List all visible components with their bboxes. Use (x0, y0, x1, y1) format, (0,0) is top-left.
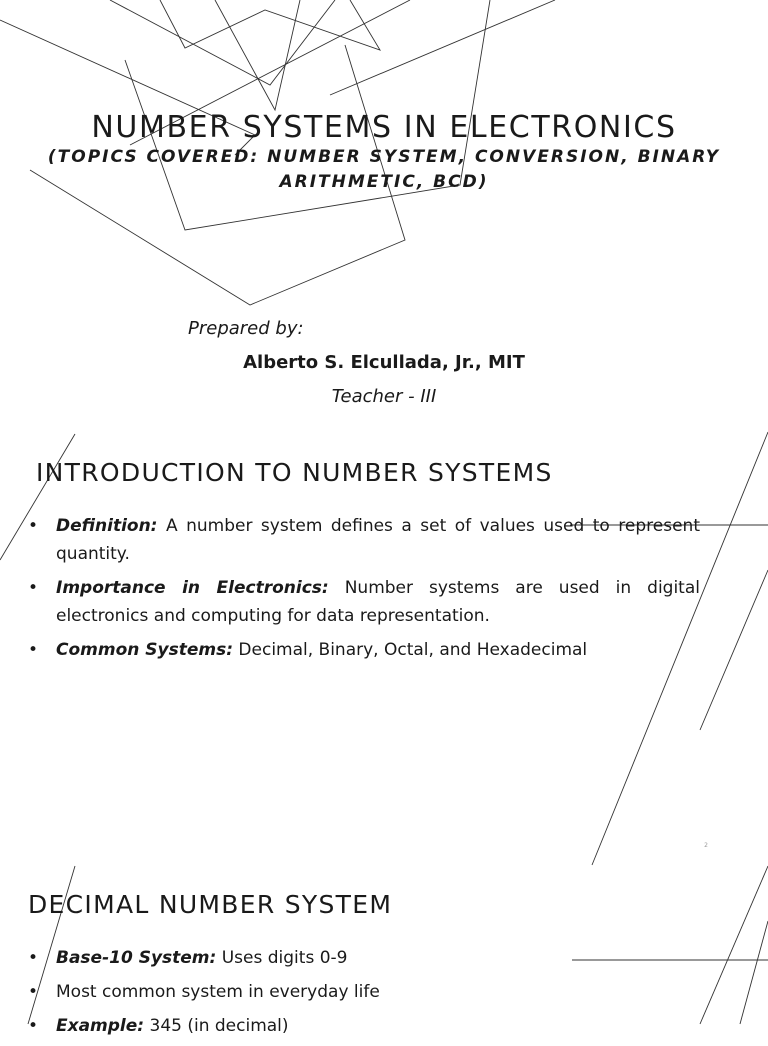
item-term: Example: (56, 1016, 145, 1036)
item-text: Most common system in everyday life (56, 982, 380, 1002)
bullet-list (28, 944, 700, 1046)
bullet-icon: • (28, 1016, 39, 1036)
list-item (28, 512, 700, 568)
section-heading: INTRODUCTION TO NUMBER SYSTEMS (36, 458, 553, 487)
item-term: Importance in Electronics: (56, 578, 329, 598)
item-term: Base-10 System: (56, 948, 217, 968)
section-heading: DECIMAL NUMBER SYSTEM (28, 890, 393, 919)
list-item (28, 574, 700, 630)
list-item (28, 1012, 700, 1040)
item-text: Decimal, Binary, Octal, and Hexadecimal (238, 640, 588, 660)
item-text: 345 (in decimal) (149, 1016, 289, 1036)
item-term: Definition: (56, 516, 158, 536)
list-item (28, 944, 700, 972)
author-name: Alberto S. Elcullada, Jr., MIT (243, 352, 525, 373)
bullet-list (28, 512, 700, 670)
bullet-icon: • (28, 578, 39, 598)
list-item (28, 636, 700, 664)
item-text: Uses digits 0-9 (221, 948, 348, 968)
prepared-label: Prepared by: (188, 318, 304, 339)
bullet-icon: • (28, 516, 39, 536)
item-text: A number system defines a set of values used to represent quantity. (56, 516, 700, 564)
bullet-icon: • (28, 640, 39, 660)
bullet-icon: • (28, 948, 39, 968)
author-role: Teacher - III (331, 386, 437, 407)
title-slide (0, 0, 768, 430)
decimal-slide (0, 866, 768, 1036)
page-title: NUMBER SYSTEMS IN ELECTRONICS (91, 110, 677, 145)
intro-slide (0, 430, 768, 866)
page-number: 2 (704, 842, 708, 849)
item-text: Number systems are used in digital electronics and computing for data representation. (56, 578, 700, 626)
list-item (28, 978, 700, 1006)
bullet-icon: • (28, 982, 39, 1002)
page-subtitle: (TOPICS COVERED: NUMBER SYSTEM, CONVERSION, BINARY ARITHMETIC, BCD) (47, 147, 721, 192)
item-term: Common Systems: (56, 640, 234, 660)
